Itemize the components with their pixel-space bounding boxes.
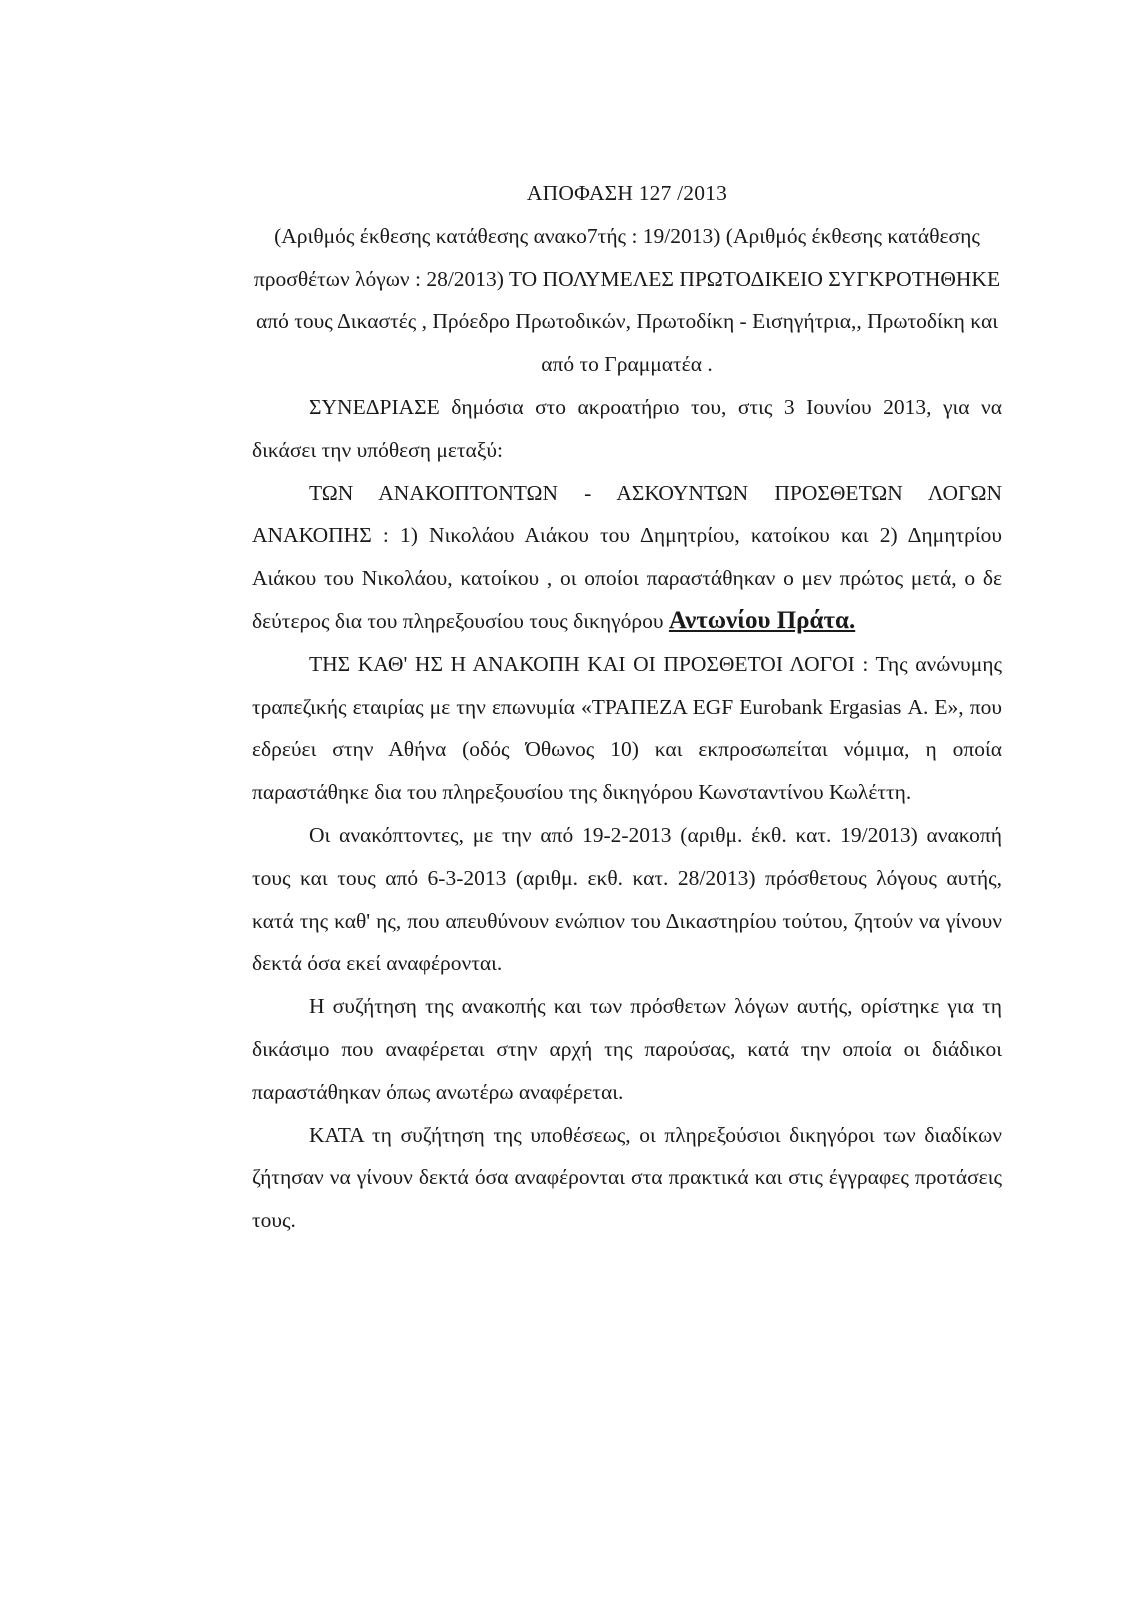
lawyer-name: Αντωνίου Πράτα.: [668, 606, 856, 634]
defendant-paragraph: ΤΗΣ ΚΑΘ' ΗΣ Η ΑΝΑΚΟΠΗ ΚΑΙ ΟΙ ΠΡΟΣΘΕΤΟΙ ΛΟΓΟΙ : Της ανώνυμης τραπεζικής εταιρίας με την επωνυμία «ΤΡΑΠΕΖΑ EGF Eurobank Ergasias Α. Ε», που εδρεύει στην Αθήνα (οδός Όθωνος 10) και εκπροσωπείται νόμιμα, η οποία παραστάθηκε δια του πληρεξουσίου της δικηγόρου Κωνσταντίνου Κωλέττη.: [252, 651, 1002, 805]
plaintiffs-paragraph: [252, 472, 1002, 643]
sitting-paragraph: ΣΥΝΕΔΡΙΑΣΕ δημόσια στο ακροατήριο του, στις 3 Ιουνίου 2013, για να δικάσει την υπόθεση μεταξύ:: [252, 394, 1002, 462]
document-header: (Αριθμός έκθεσης κατάθεσης ανακο7τής : 19/2013) (Αριθμός έκθεσης κατάθεσης προσθέτων λόγων : 28/2013) ΤΟ ΠΟΛΥΜΕΛΕΣ ΠΡΩΤΟΔΙΚΕΙΟ ΣΥΓΚΡΟΤΗΘΗΚΕ από τους Δικαστές , Πρόεδρο Πρωτοδικών, Πρωτοδίκη - Εισηγήτρια,, Πρωτοδίκη και από το Γραμματέα .: [253, 223, 1001, 377]
hearing-paragraph: Η συζήτηση της ανακοπής και των πρόσθετων λόγων αυτής, ορίστηκε για τη δικάσιμο που αναφέρεται στην αρχή της παρούσας, κατά την οποία οι διάδικοι παραστάθηκαν όπως ανωτέρω αναφέρεται.: [252, 994, 1002, 1104]
document-page: [252, 172, 1002, 1242]
opposition-paragraph: Οι ανακόπτοντες, με την από 19-2-2013 (αριθμ. έκθ. κατ. 19/2013) ανακοπή τους και τους από 6-3-2013 (αριθμ. εκθ. κατ. 28/2013) πρόσθετους λόγους αυτής, κατά της καθ' ης, που απευθύνουν ενώπιον του Δικαστηρίου τούτου, ζητούν να γίνουν δεκτά όσα εκεί αναφέρονται.: [252, 822, 1002, 976]
plaintiffs-text: ΤΩΝ ΑΝΑΚΟΠΤΟΝΤΩΝ - ΑΣΚΟΥΝΤΩΝ ΠΡΟΣΘΕΤΩΝ ΛΟΓΩΝ ΑΝΑΚΟΠΗΣ : 1) Νικολάου Αιάκου του Δημητρίου, κατοίκου και 2) Δημητρίου Αιάκου του Νικολάου, κατοίκου , οι οποίοι παραστάθηκαν ο μεν πρώτος μετά, ο δε δεύτερος δια του πληρεξουσίου τους δικηγόρου: [252, 480, 1002, 633]
document-title: ΑΠΟΦΑΣΗ 127 /2013: [526, 181, 728, 205]
discussion-paragraph: ΚΑΤΑ τη συζήτηση της υποθέσεως, οι πληρεξούσιοι δικηγόροι των διαδίκων ζήτησαν να γίνουν δεκτά όσα αναφέρονται στα πρακτικά και στις έγγραφες προτάσεις τους.: [252, 1122, 1002, 1233]
